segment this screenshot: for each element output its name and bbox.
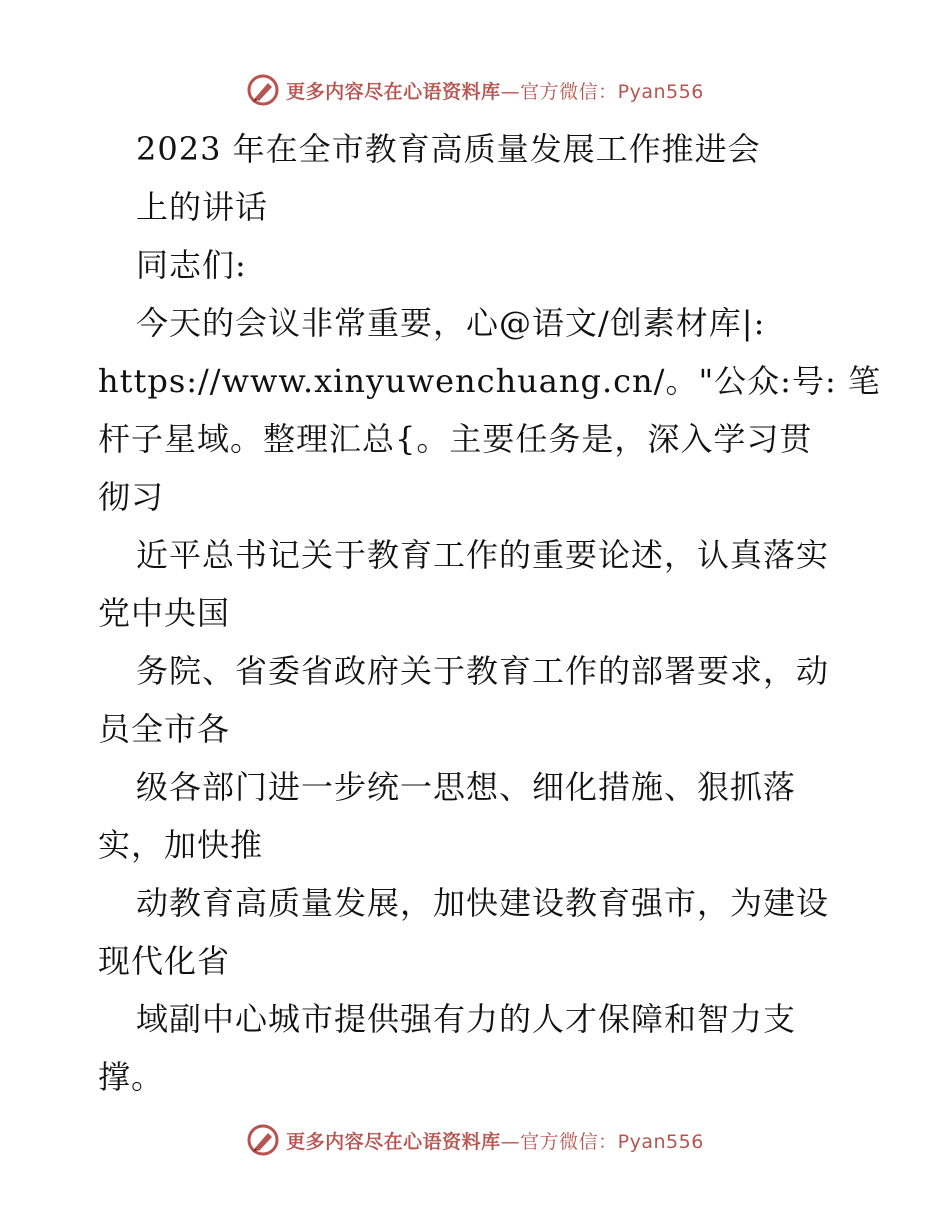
banner-text: 更多内容尽在心语资料库—官方微信：Pyan556 bbox=[286, 80, 704, 103]
doc-paragraph-line: 员全市各 bbox=[98, 710, 231, 748]
doc-paragraph-line: 党中央国 bbox=[98, 594, 231, 632]
pen-logo-icon bbox=[246, 73, 280, 107]
doc-paragraph-line: 撑。 bbox=[98, 1058, 165, 1096]
document-body bbox=[98, 120, 881, 1106]
doc-paragraph-line: 杆子星域。整理汇总{。主要任务是，深入学习贯 bbox=[98, 420, 813, 458]
banner-text: 更多内容尽在心语资料库—官方微信：Pyan556 bbox=[286, 1130, 704, 1153]
footer-banner bbox=[0, 1120, 950, 1160]
doc-paragraph-line: 实，加快推 bbox=[98, 826, 264, 864]
doc-title-line-2: 上的讲话 bbox=[136, 188, 269, 226]
header-banner bbox=[0, 70, 950, 110]
doc-paragraph-line: 域副中心城市提供强有力的人才保障和智力支 bbox=[136, 1000, 797, 1038]
doc-paragraph-line: 现代化省 bbox=[98, 942, 231, 980]
doc-salutation: 同志们: bbox=[136, 246, 247, 284]
doc-paragraph-line: 近平总书记关于教育工作的重要论述，认真落实 bbox=[136, 536, 830, 574]
doc-paragraph-line: 动教育高质量发展，加快建设教育强市，为建设 bbox=[136, 884, 830, 922]
doc-paragraph-line: https://www.xinyuwenchuang.cn/。"公众:号: 笔 bbox=[98, 362, 881, 400]
doc-paragraph-line: 今天的会议非常重要，心@语文/创素材库|: bbox=[136, 304, 766, 342]
doc-paragraph-line: 彻习 bbox=[98, 478, 165, 516]
doc-title-line-1: 2023 年在全市教育高质量发展工作推进会 bbox=[136, 130, 761, 168]
pen-logo-icon bbox=[246, 1123, 280, 1157]
doc-paragraph-line: 务院、省委省政府关于教育工作的部署要求，动 bbox=[136, 652, 830, 690]
doc-paragraph-line: 级各部门进一步统一思想、细化措施、狠抓落 bbox=[136, 768, 797, 806]
